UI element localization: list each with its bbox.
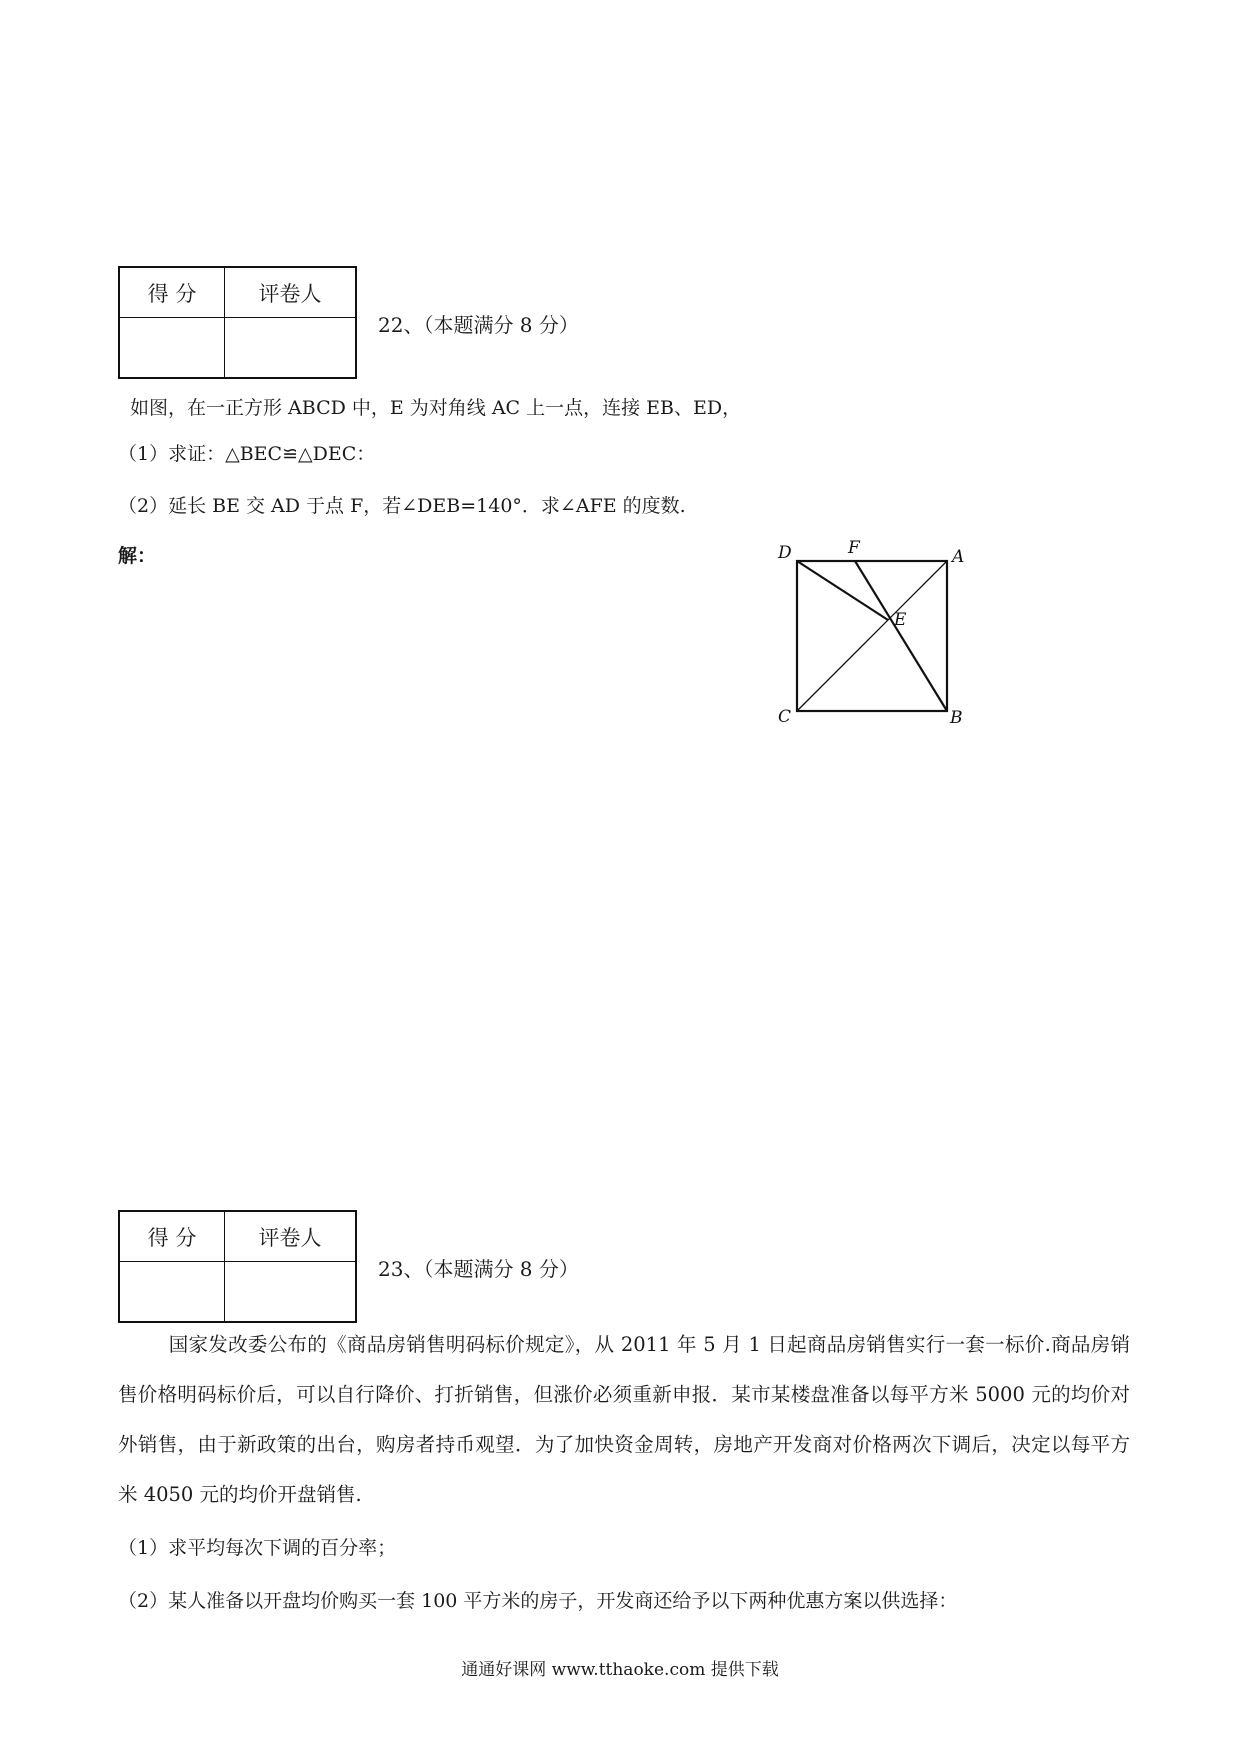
q23-score-header: 得 分 (119, 1211, 225, 1262)
q23-score-cell (119, 1262, 225, 1323)
q23-score-table (118, 1210, 357, 1323)
q22-intro: 如图，在一正方形 ABCD 中，E 为对角线 AC 上一点，连接 EB、ED， (130, 397, 742, 419)
q23-part2: （2）某人准备以开盘均价购买一套 100 平方米的房子，开发商还给予以下两种优惠方案以供选择： (118, 1590, 958, 1612)
page-footer: 通通好课网 www.tthaoke.com 提供下载 (461, 1660, 779, 1680)
q22-answer-label: 解： (118, 545, 157, 567)
label-d: D (778, 543, 792, 563)
q22-geometry-figure (770, 535, 1010, 725)
label-c: C (778, 707, 792, 725)
q22-heading: 22、（本题满分 8 分） (378, 313, 579, 337)
label-b: B (950, 708, 963, 725)
q22-part1: （1）求证：△BEC≌△DEC： (118, 443, 376, 465)
q22-grader-header: 评卷人 (225, 267, 357, 318)
segment-fb (855, 561, 947, 711)
label-f: F (848, 538, 860, 558)
diagonal-ac (797, 561, 947, 711)
q23-grader-cell (225, 1262, 357, 1323)
label-e: E (894, 610, 907, 630)
q22-part2: （2）延长 BE 交 AD 于点 F，若∠DEB=140°．求∠AFE 的度数. (118, 495, 686, 517)
label-a: A (952, 547, 965, 567)
q22-score-header: 得 分 (119, 267, 225, 318)
q22-score-cell (119, 318, 225, 379)
q23-grader-header: 评卷人 (225, 1211, 357, 1262)
q23-heading: 23、（本题满分 8 分） (378, 1257, 579, 1281)
q23-paragraph: 国家发改委公布的《商品房销售明码标价规定》，从 2011 年 5 月 1 日起商品房销售实行一套一标价.商品房销售价格明码标价后，可以自行降价、打折销售，但涨价必须重新申报．某市某楼盘准备以每平方米 5000 元的均价对外销售，由于新政策的出台，购房者持币观望．为了加快资金周转，房地产开发商对价格两次下调后，决定以每平方米 4050 元的均价开盘销售. (118, 1333, 1130, 1506)
q23-part1: （1）求平均每次下调的百分率； (118, 1537, 397, 1559)
q22-score-table (118, 266, 357, 379)
q22-grader-cell (225, 318, 357, 379)
